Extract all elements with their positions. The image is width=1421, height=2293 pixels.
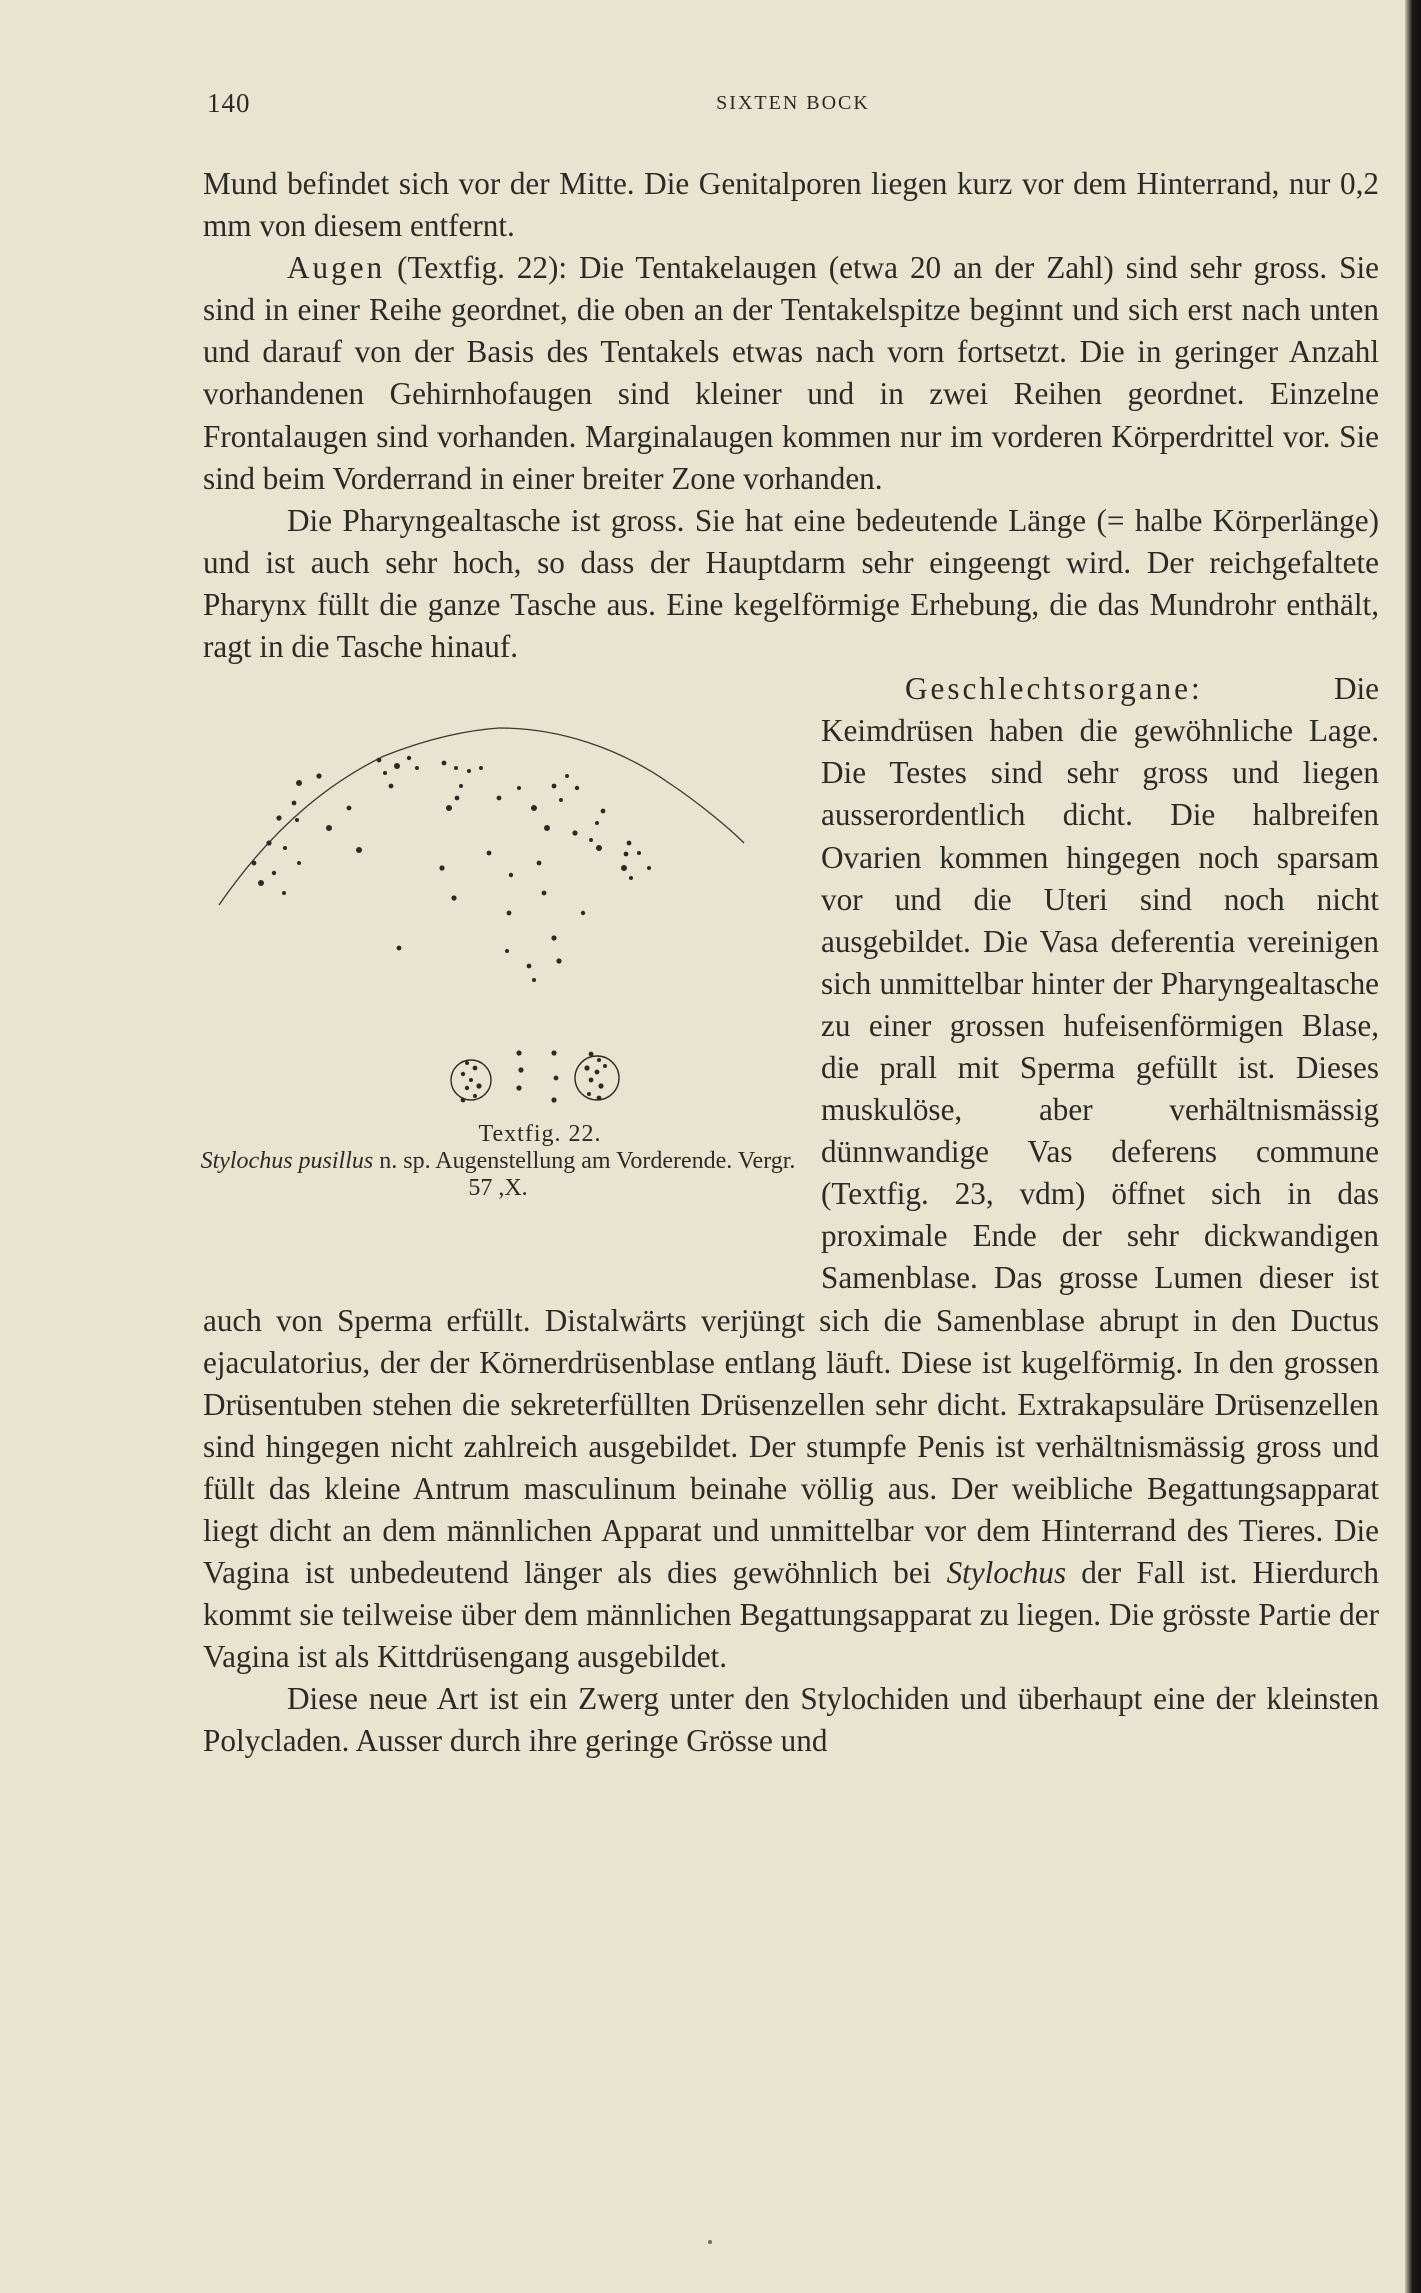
body-text bbox=[200, 163, 1379, 1763]
paragraph-eyes-text: (Textfig. 22): Die Tentakelaugen (etwa 20 an der Zahl) sind sehr gross. Sie sind in einer Reihe geordnet, die oben an der Tentakelspitze beginnt und sich erst nach unten und darauf von der Basis des Tentakels etwas nach vorn fortsetzt. Die in geringer Anzahl vorhandenen Gehirnhofaugen sind kleiner und in zwei Reihen geordnet. Einzelne Frontalaugen sind vorhanden. Marginalaugen kommen nur im vorderen Körperdrittel vor. Sie sind beim Vorderrand in einer breiter Zone vorhanden. bbox=[203, 250, 1379, 496]
paragraph-1: Mund befindet sich vor der Mitte. Die Genitalporen liegen kurz vor dem Hinterrand, nur 0,2 mm von diesem entfernt. bbox=[203, 166, 1379, 244]
page-edge-shadow bbox=[1405, 0, 1421, 2293]
page-number: 140 bbox=[207, 88, 251, 118]
figure-label: Textfig. 22. bbox=[478, 1121, 602, 1148]
print-speck bbox=[708, 2240, 712, 2244]
figure-caption bbox=[199, 1121, 797, 1202]
paragraph-genital bbox=[200, 668, 1379, 1678]
paragraph-pharynx: Die Pharyngealtasche ist gross. Sie hat eine bedeutende Länge (= halbe Körperlänge) und ist auch sehr hoch, so dass der Hauptdarm sehr eingeengt wird. Der reichgefaltete Pharynx füllt die ganze Tasche aus. Eine kegelförmige Erhebung, die das Mundrohr enthält, ragt in die Tasche hinauf. bbox=[203, 502, 1379, 665]
paragraph-genital-text: Die Keimdrüsen haben die gewöhnliche Lage. Die Testes sind sehr gross und liegen ausserordentlich dicht. Die halbreifen Ovarien kommen hingegen noch sparsam vor und die Uteri sind noch nicht ausgebildet. Die Vasa deferentia vereinigen sich unmittelbar hinter der Pharyngealtasche zu einer grossen hufeisenförmigen Blase, die prall mit Sperma gefüllt ist. Dieses muskulöse, aber verhältnismässig dünnwandige Vas deferens commune (Textfig. 23, vdm) öffnet sich in das proximale Ende der sehr dickwandigen Samenblase. Das grosse Lumen dieser ist auch von Sperma erfüllt. Distalwärts verjüngt sich die Samenblase abrupt in den Ductus ejaculatorius, der der Körnerdrüsenblase entlang läuft. Diese ist kugelförmig. In den grossen Drüsentuben stehen die sekreterfüllten Drüsenzellen sehr dicht. Extrakapsuläre Drüsenzellen sind hingegen nicht zahlreich ausgebildet. Der stumpfe Penis ist verhältnismässig gross und füllt das kleine Antrum masculinum beinahe völlig aus. Der weibliche Begattungsapparat liegt dicht an dem männlichen Apparat und unmittelbar vor dem Hinterrand des Tieres. Die Vagina ist unbedeutend länger als dies gewöhnlich bei bbox=[203, 671, 1379, 1591]
figure-species: Stylochus pusillus bbox=[200, 1148, 374, 1175]
textfig-22 bbox=[199, 668, 797, 1284]
heading-geschlechtsorgane: Geschlechtsorgane: bbox=[905, 671, 1203, 707]
figure-caption-text: n. sp. Augenstellung am Vorderende. Vergr. 57 ,X. bbox=[373, 1148, 796, 1202]
running-title: SIXTEN BOCK bbox=[716, 92, 870, 114]
eye-arrangement-drawing bbox=[199, 668, 797, 1118]
running-head bbox=[207, 88, 1379, 128]
species-name-inline: Stylochus bbox=[946, 1555, 1067, 1591]
paragraph-conclusion: Diese neue Art ist ein Zwerg unter den Stylochiden und überhaupt eine der kleinsten Polycladen. Ausser durch ihre geringe Grösse und bbox=[203, 1681, 1379, 1759]
heading-augen: Augen bbox=[287, 250, 386, 286]
paragraph-genital-text-end: der Fall ist. Hierdurch kommt sie teilweise über dem männlichen Begattungsapparat zu liegen. Die grösste Partie der Vagina ist als Kittdrüsengang ausgebildet. bbox=[203, 1555, 1379, 1675]
paragraph-eyes bbox=[203, 247, 1379, 500]
